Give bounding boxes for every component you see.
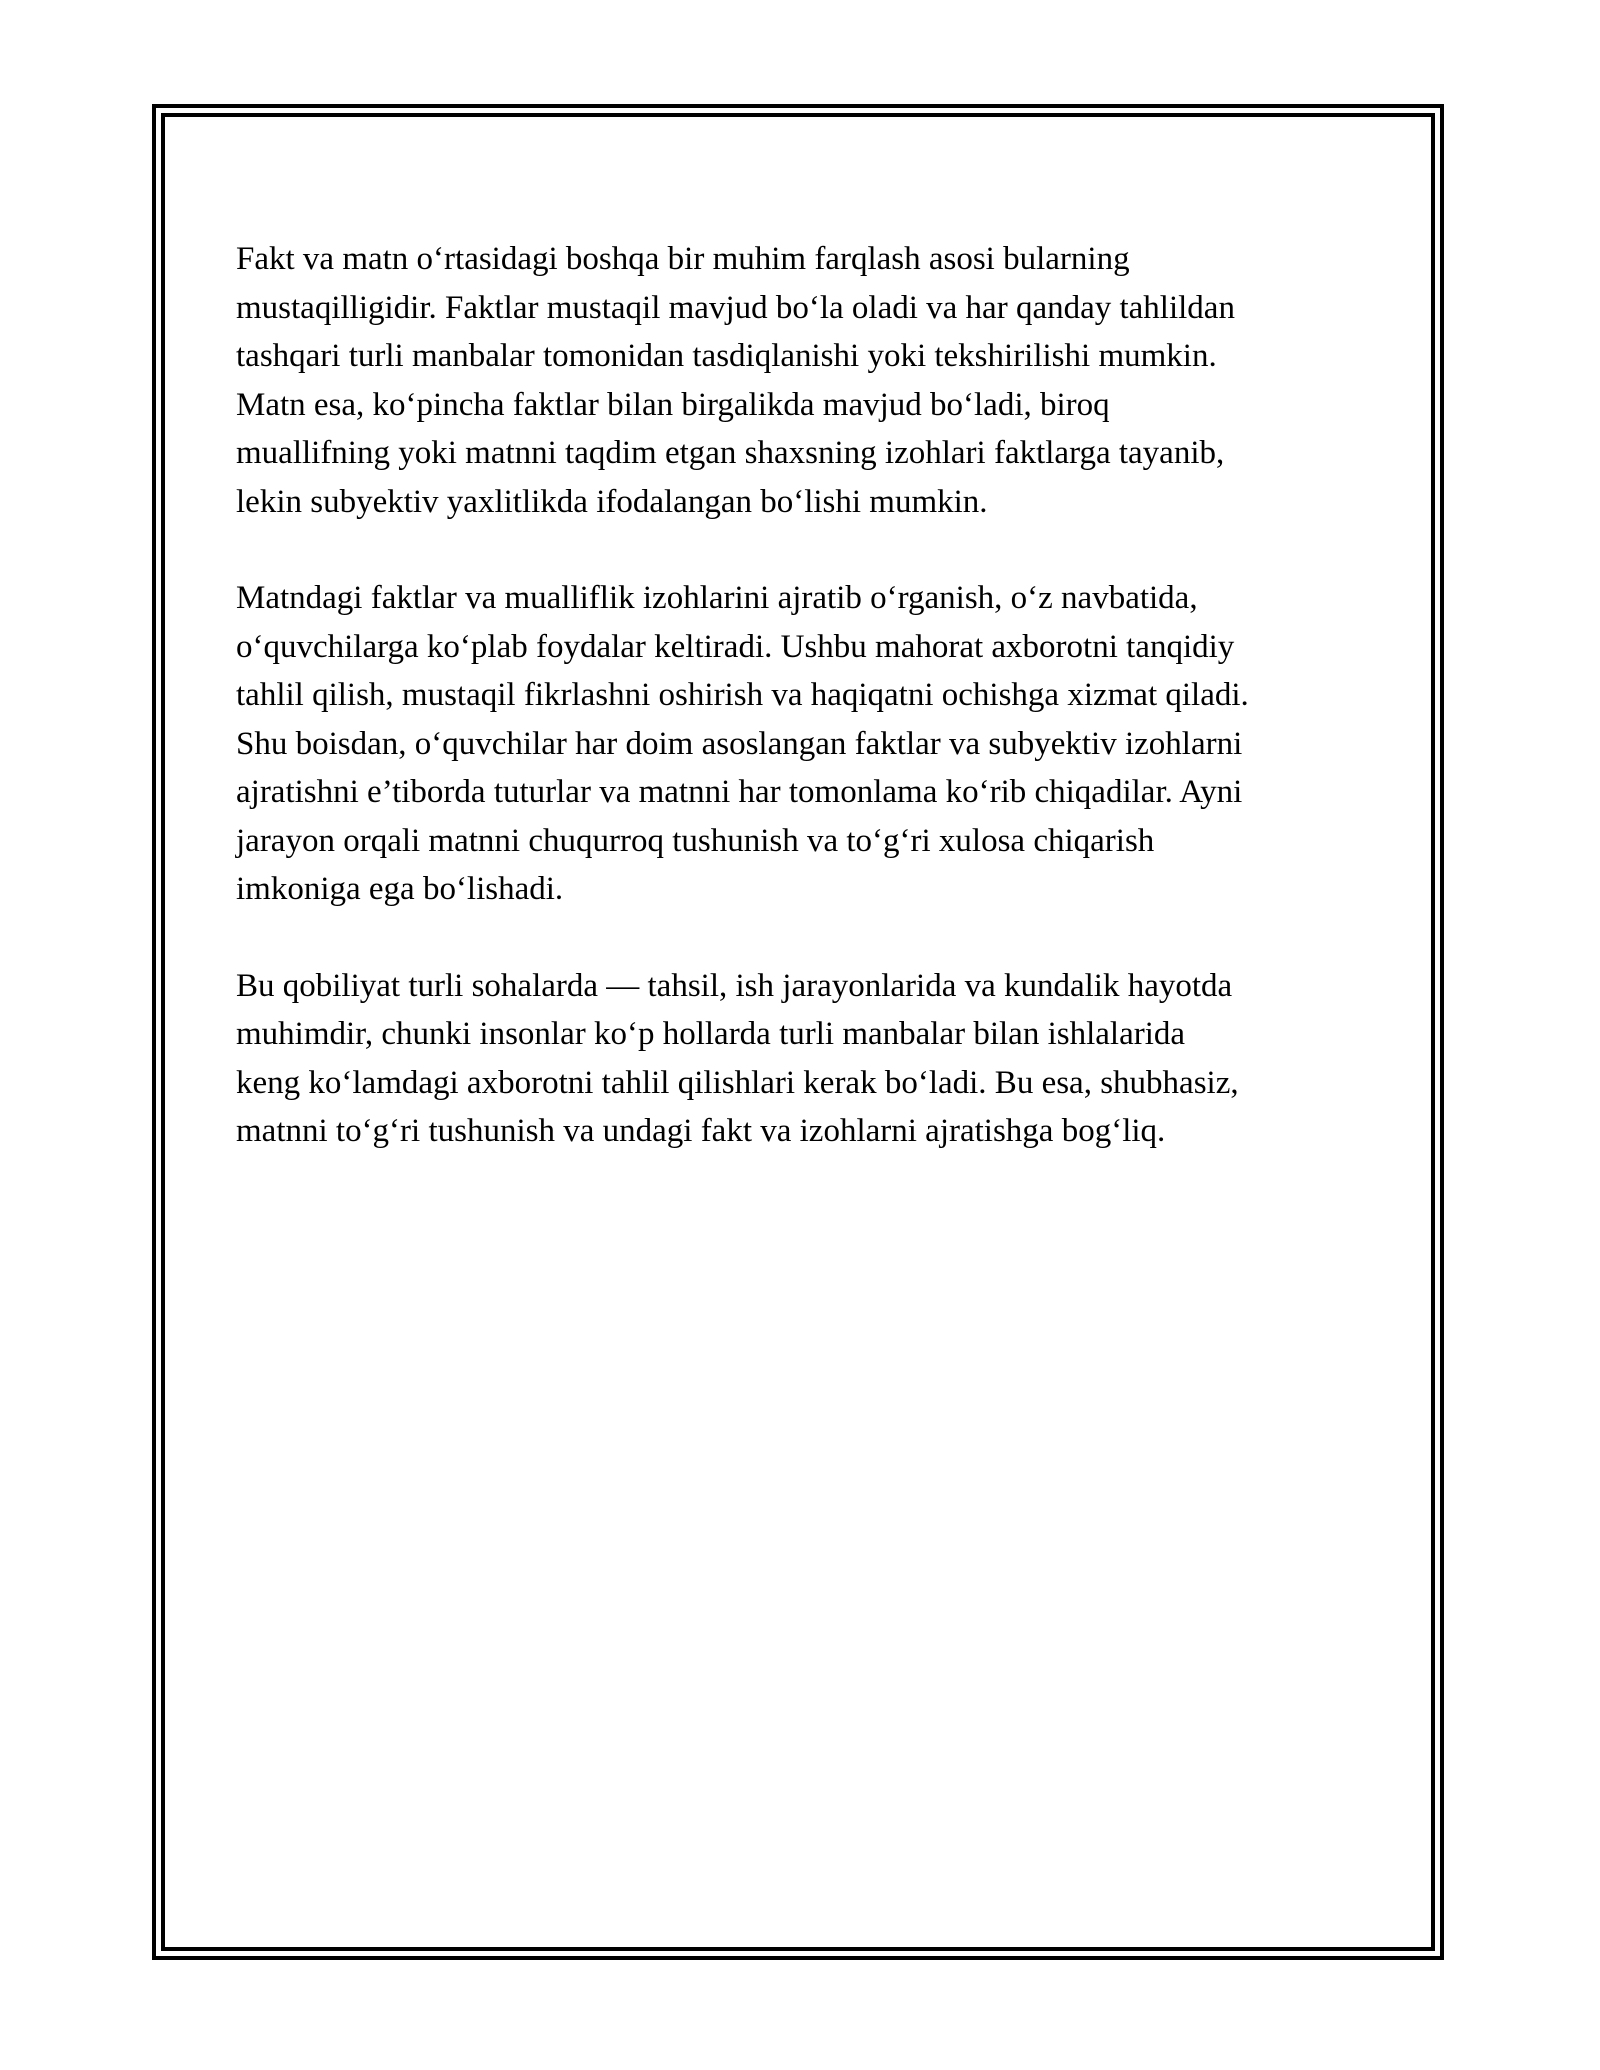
paragraph-1: Fakt va matn o‘rtasidagi boshqa bir muhim farqlash asosi bularning mustaqilligidir. Faktlar mustaqil mavjud bo‘la oladi va har qanday tahlildan tashqari turli manbalar tomonidan tasdiqlanishi yoki tekshirilishi mumkin. Matn esa, ko‘pincha faktlar bilan birgalikda mavjud bo‘ladi, biroq muallifning yoki matnni taqdim etgan shaxsning izohlari faktlarga tayanib, lekin subyektiv yaxlitlikda ifodalangan bo‘lishi mumkin.: [236, 241, 1235, 520]
document-body: [236, 235, 1376, 1204]
paragraph-2: Matndagi faktlar va mualliflik izohlarini ajratib o‘rganish, o‘z navbatida, o‘quvchilarga ko‘plab foydalar keltiradi. Ushbu mahorat axborotni tanqidiy tahlil qilish, mustaqil fikrlashni oshirish va haqiqatni ochishga xizmat qiladi. Shu boisdan, o‘quvchilar har doim asoslangan faktlar va subyektiv izohlarni ajratishni e’tiborda tuturlar va matnni har tomonlama ko‘rib chiqadilar. Ayni jarayon orqali matnni chuqurroq tushunish va to‘g‘ri xulosa chiqarish imkoniga ega bo‘lishadi.: [236, 580, 1249, 907]
paragraph-3: Bu qobiliyat turli sohalarda — tahsil, ish jarayonlarida va kundalik hayotda muhimdir, chunki insonlar ko‘p hollarda turli manbalar bilan ishlalarida keng ko‘lamdagi axborotni tahlil qilishlari kerak bo‘ladi. Bu esa, shubhasiz, matnni to‘g‘ri tushunish va undagi fakt va izohlarni ajratishga bog‘liq.: [236, 967, 1239, 1149]
